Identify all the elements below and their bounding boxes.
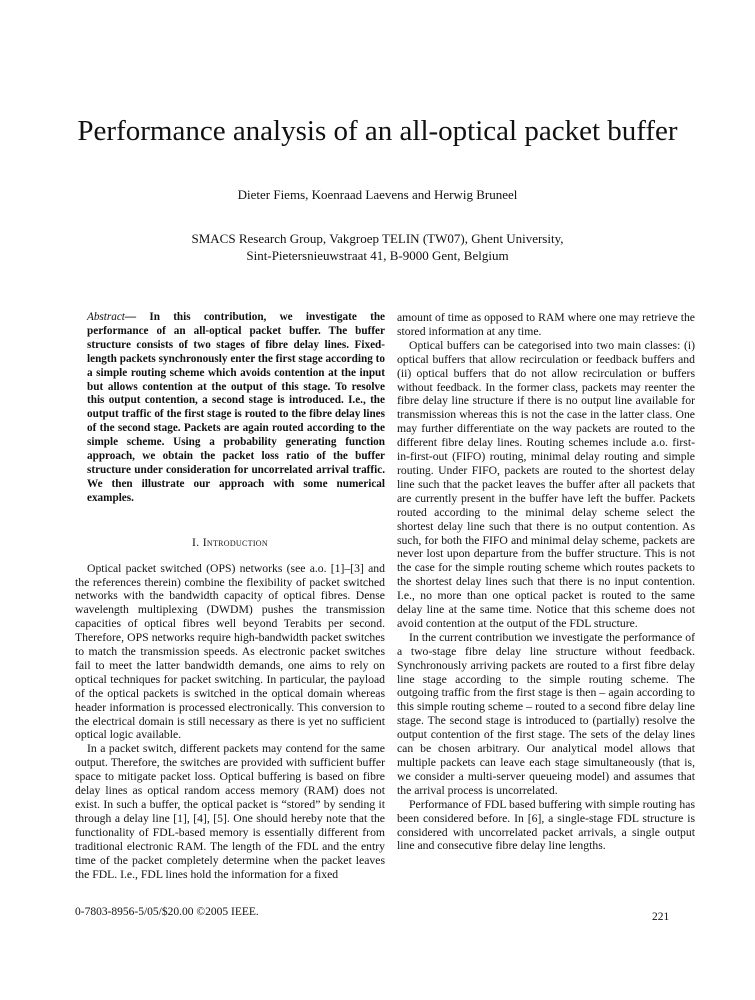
left-column: [75, 311, 385, 881]
section-heading-introduction: [75, 536, 385, 550]
right-column: [397, 311, 695, 853]
section-number: I.: [192, 535, 200, 549]
abstract-text: In this contribution, we investigate the performance of an all-optical packet buffer. The buffer structure consists of two stages of fibre delay lines. Fixed-length packets synchronously enter the first stage according to a simple routing scheme which avoids contention at the input but allows contention at the output of this stage. To resolve this output contention, a second stage is introduced. I.e., the output traffic of the first stage is routed to the fibre delay lines of the second stage. Packets are again routed according to the simple scheme. Using a probability generating function approach, we obtain the packet loss ratio of the buffer structure under consideration for uncorrelated arrival traffic. We then illustrate our approach with some numerical examples.: [87, 311, 386, 504]
intro-paragraph-1: Optical packet switched (OPS) networks (see a.o. [1]–[3] and the references therein) combine the flexibility of packet switched networks with the bandwidth capacity of optical fibres. Dense wavelength multiplexing (DWDM) pushes the transmission capacities of optical fibres well beyond Terabits per second. Therefore, OPS networks require high-bandwidth packet switches to match the transmission speeds. As electronic packet switches fail to meet the latter bandwidth demands, one aims to rely on optical techniques for packet switching. In particular, the payload of the optical packets is switched in the optical domain whereas header information is processed electronically. This conversion to the electrical domain is still necessary as there is yet no sufficient optical logic available.: [75, 561, 385, 742]
page-number: 221: [652, 911, 670, 923]
abstract-dash: —: [124, 311, 137, 323]
affiliation-line-1: SMACS Research Group, Vakgroep TELIN (TW07), Ghent University,: [191, 231, 564, 246]
abstract: [87, 311, 385, 506]
intro-paragraph-2: In a packet switch, different packets may contend for the same output. Therefore, the switches are provided with sufficient buffer space to mitigate packet loss. Optical buffering is based on fibre delay lines as optical random access memory (RAM) does not exist. In such a buffer, the optical packet is “stored” by sending it through a delay line [1], [4], [5]. One should hereby note that the functionality of FDL-based memory is essentially different from traditional electronic RAM. The length of the FDL and the entry time of the packet completely determine when the packet leaves the FDL. I.e., FDL lines hold the information for a fixed: [75, 742, 385, 881]
section-title: Introduction: [202, 535, 268, 549]
affiliation: [0, 230, 755, 264]
abstract-label: Abstract: [87, 311, 125, 323]
affiliation-line-2: Sint-Pietersnieuwstraat 41, B-9000 Gent, Belgium: [246, 248, 509, 263]
paper-title: Performance analysis of an all-optical packet buffer: [77, 115, 678, 147]
intro-paragraph-5: Performance of FDL based buffering with simple routing has been considered before. In [6], a single-stage FDL structure is considered with uncorrelated packet arrivals, a single output line and consecutive fibre delay line lengths.: [397, 797, 695, 853]
intro-paragraph-4: In the current contribution we investigate the performance of a two-stage fibre delay line structure without feedback. Synchronously arriving packets are routed to a first fibre delay line stage according to the simple routing scheme. The outgoing traffic from the first stage is then – again according to this simple routing scheme – routed to a second fibre delay line stage. The second stage is introduced to (partially) resolve the output contention of the first stage. The sets of the delay lines can be chosen arbitrary. Our analytical model allows that multiple packets can leave each stage simultaneously (that is, we consider a multi-server queueing model) and assumes that the arrival process is uncorrelated.: [397, 630, 695, 797]
intro-paragraph-3: Optical buffers can be categorised into two main classes: (i) optical buffers that allow recirculation or feedback buffers and (ii) optical buffers that do not allow recirculation or buffers without feedback. In the former class, packets may reenter the fibre delay line structure if there is no output line available for transmission whereas this is not the case in the latter class. One may further differentiate on the way packets are routed to the different fibre delay lines. Routing schemes include a.o. first-in-first-out (FIFO) routing, minimal delay routing and simple routing. Under FIFO, packets are routed to the shortest delay line such that the packet leaves the buffer after all packets that are currently present in the buffer have left the buffer. Packets routed according to the minimal delay scheme select the shortest delay line such that there is no output contention. As such, for both the FIFO and minimal delay scheme, packets are never lost upon departure from the buffer structure. This is not the case for the simple routing scheme which routes packets to the shortest delay lines such that there is no input contention. I.e., no more than one optical packet is routed to the same delay line at the same time. Notice that this scheme does not avoid contention at the output of the FDL structure.: [397, 338, 695, 630]
paper-authors: Dieter Fiems, Koenraad Laevens and Herwig Bruneel: [237, 187, 518, 202]
intro-paragraph-2-continued: amount of time as opposed to RAM where one may retrieve the stored information at any time.: [397, 311, 695, 338]
copyright-notice: 0-7803-8956-5/05/$20.00 ©2005 IEEE.: [75, 906, 259, 918]
